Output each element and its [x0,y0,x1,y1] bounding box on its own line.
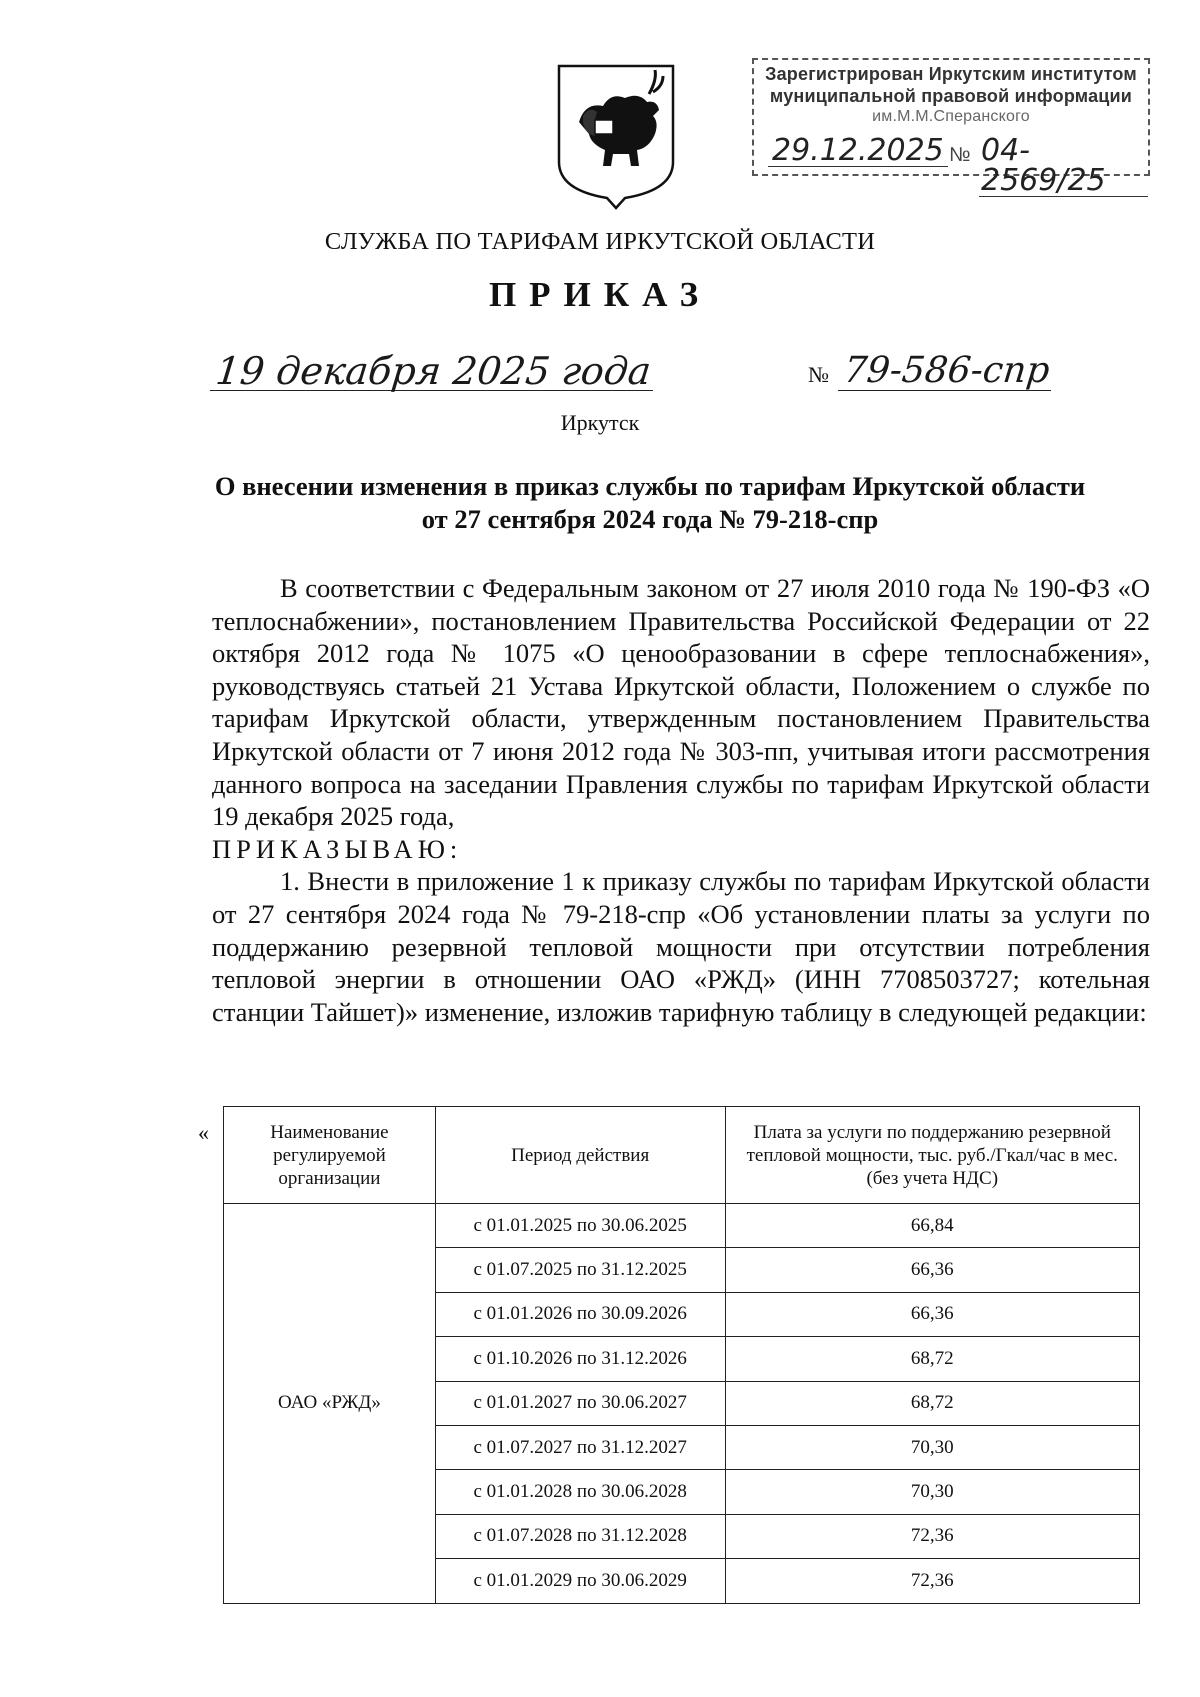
item-1-paragraph: 1. Внести в приложение 1 к приказу службы по тарифам Иркутской области от 27 сентября 2024 года № 79-218-спр «Об установлении платы за услуги по поддержанию резервной тепловой мощности при отсутствии потребления тепловой энергии в отношении ОАО «РЖД» (ИНН 7708503727; котельная станции Тайшет)» изменение, изложив тарифную таблицу в следующей редакции: [212,866,1150,1027]
table-header-row [224,1107,1140,1204]
value-cell: 72,36 [725,1514,1139,1558]
table-row [224,1204,1140,1248]
value-cell: 66,36 [725,1292,1139,1336]
period-cell: с 01.01.2025 по 30.06.2025 [435,1204,725,1248]
period-cell: с 01.01.2028 по 30.06.2028 [435,1470,725,1514]
agency-name: СЛУЖБА ПО ТАРИФАМ ИРКУТСКОЙ ОБЛАСТИ [324,228,876,255]
opening-quote: « [198,1120,209,1145]
document-title [150,470,1150,536]
period-cell: с 01.07.2025 по 31.12.2025 [435,1248,725,1292]
period-cell: с 01.07.2027 по 31.12.2027 [435,1425,725,1469]
header-period: Период действия [435,1107,725,1204]
period-cell: с 01.07.2028 по 31.12.2028 [435,1514,725,1558]
period-cell: с 01.01.2029 по 30.06.2029 [435,1559,725,1603]
preamble-paragraph: В соответствии с Федеральным законом от 27 июля 2010 года № 190-ФЗ «О теплоснабжении», постановлением Правительства Российской Федерации от 22 октября 2012 года № 1075 «О ценообразовании в сфере теплоснабжения», руководствуясь статьей 21 Устава Иркутской области, Положением о службе по тарифам Иркутской области, утвержденным постановлением Правительства Иркутской области от 7 июня 2012 года № 303-пп, учитывая итоги рассмотрения данного вопроса на заседании Правления службы по тарифам Иркутской области 19 декабря 2025 года, [212,573,1150,832]
value-cell: 66,84 [725,1204,1139,1248]
stamp-number-label: № [949,144,971,166]
title-line-2: от 27 сентября 2024 года № 79-218-спр [421,504,879,534]
document-type: ПРИКАЗ [488,275,712,314]
city: Иркутск [560,410,640,435]
stamp-line-1: Зарегистрирован Иркутским институтом [765,64,1137,84]
organization-cell: ОАО «РЖД» [224,1204,436,1604]
order-number: 79-586-спр [838,352,1055,391]
value-cell: 70,30 [725,1425,1139,1469]
stamp-number: 04-2569/25 [979,136,1148,197]
order-date: 19 декабря 2025 года [210,352,657,391]
coat-of-arms-icon [555,62,677,210]
period-cell: с 01.01.2026 по 30.09.2026 [435,1292,725,1336]
stamp-line-3: им.М.М.Сперанского [872,108,1030,125]
value-cell: 68,72 [725,1381,1139,1425]
stamp-date: 29.12.2025 [768,136,948,167]
order-number-label: № [808,362,829,387]
period-cell: с 01.10.2026 по 31.12.2026 [435,1337,725,1381]
period-cell: с 01.01.2027 по 30.06.2027 [435,1381,725,1425]
header-fee: Плата за услуги по поддержанию резервной тепловой мощности, тыс. руб./Гкал/час в мес. (без учета НДС) [725,1107,1139,1204]
tariff-table [223,1106,1140,1604]
value-cell: 66,36 [725,1248,1139,1292]
stamp-line-2: муниципальной правовой информации [769,86,1133,106]
value-cell: 68,72 [725,1337,1139,1381]
registration-stamp [752,58,1150,198]
value-cell: 70,30 [725,1470,1139,1514]
title-line-1: О внесении изменения в приказ службы по тарифам Иркутской области [214,471,1086,501]
document-body [212,572,1150,1028]
order-word: ПРИКАЗЫВАЮ: [212,833,463,864]
header-organization: Наименование регулируемой организации [224,1107,436,1204]
value-cell: 72,36 [725,1559,1139,1603]
